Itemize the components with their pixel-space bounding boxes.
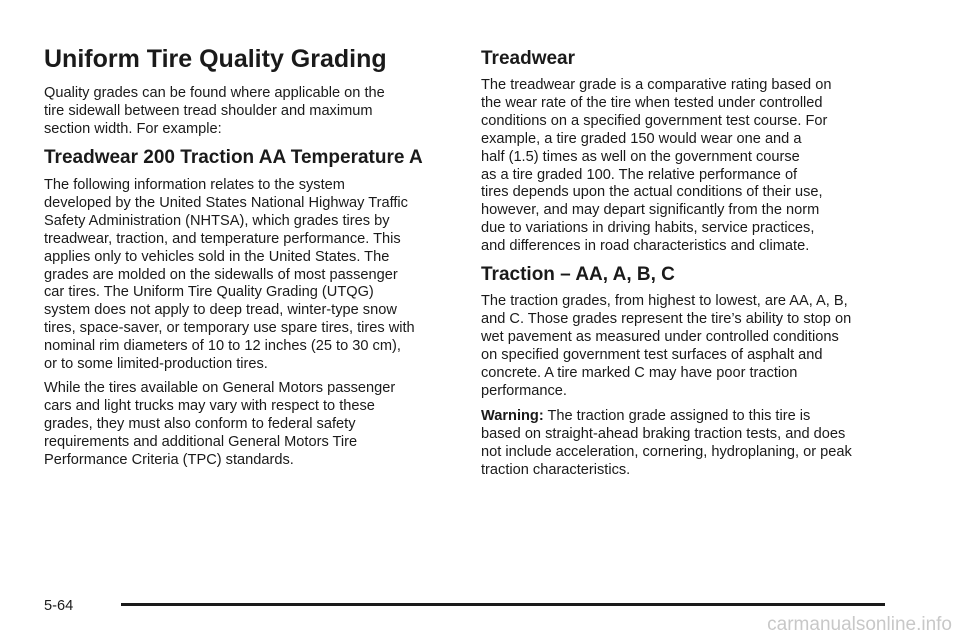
treadwear-heading: Treadwear — [481, 48, 575, 69]
page-number: 5-64 — [44, 598, 74, 614]
warning-label: Warning: — [481, 408, 544, 424]
traction-paragraph: The traction grades, from highest to lowest, are AA, A, B, and C. Those grades represent the tire’s ability to stop on wet pavement as measured under controlled conditions on specified government test surfaces of asphalt and concrete. A tire marked C may have poor traction performance. — [481, 293, 852, 399]
traction-heading: Traction – AA, A, B, C — [481, 264, 675, 285]
grading-example-heading: Treadwear 200 Traction AA Temperature A — [44, 147, 423, 168]
watermark: carmanualsonline.info — [767, 614, 952, 635]
page-title: Uniform Tire Quality Grading — [44, 45, 387, 73]
utqg-system-paragraph: The following information relates to the system developed by the United States National Highway Traffic Safety Administration (NHTSA), which grades tires by treadwear, traction, and temperature performance. This applies only to vehicles sold in the United States. The grades are molded on the sidewalls of most passenger car tires. The Uniform Tire Quality Grading (UTQG) system does not apply to deep tread, winter-type snow tires, space-saver, or temporary use spare tires, tires with nominal rim diameters of 10 to 12 inches (25 to 30 cm), or to some limited-production tires. — [44, 177, 415, 373]
intro-paragraph: Quality grades can be found where applicable on the tire sidewall between tread shoulder and maximum section width. For example: — [44, 85, 385, 137]
warning-paragraph — [481, 408, 852, 480]
warning-text: The traction grade assigned to this tire is based on straight-ahead braking traction tests, and does not include acceleration, cornering, hydroplaning, or peak traction characteristics. — [481, 408, 852, 478]
gm-standards-paragraph: While the tires available on General Motors passenger cars and light trucks may vary with respect to these grades, they must also conform to federal safety requirements and additional General Motors Tire Performance Criteria (TPC) standards. — [44, 380, 396, 468]
treadwear-paragraph: The treadwear grade is a comparative rating based on the wear rate of the tire when tested under controlled conditions on a specified government test course. For example, a tire graded 150 would wear one and a half (1.5) times as well on the government course as a tire graded 100. The relative performance of tires depends upon the actual conditions of their use, however, and may depart significantly from the norm due to variations in driving habits, service practices, and differences in road characteristics and climate. — [481, 77, 832, 255]
footer-divider — [121, 603, 885, 606]
